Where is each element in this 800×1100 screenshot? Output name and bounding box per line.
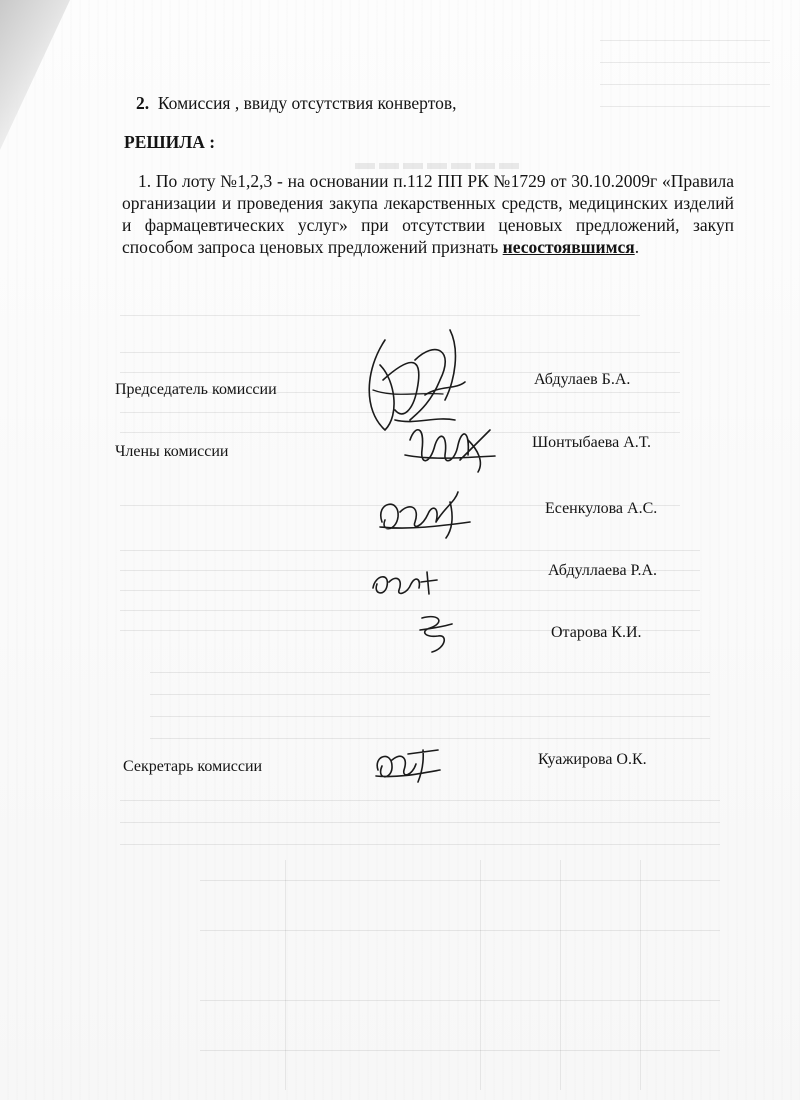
decision-paragraph (122, 170, 734, 258)
decision-emphasis: несостоявшимся (502, 237, 635, 257)
item-2-text: Комиссия , ввиду отсутствия конвертов, (157, 93, 457, 113)
decision-heading: РЕШИЛА : (124, 132, 216, 152)
show-through-line (285, 860, 286, 1090)
show-through-line (200, 1050, 720, 1051)
show-through-line (120, 822, 720, 823)
show-through-line (120, 800, 720, 801)
decision-text-end: . (634, 237, 640, 257)
show-through-line (200, 1000, 720, 1001)
show-through-line (120, 550, 700, 551)
signatory-name: Шонтыбаева А.Т. (532, 434, 651, 451)
signatory-name: Куажирова О.К. (538, 751, 647, 768)
show-through-line (200, 880, 720, 881)
signatory-name: Есенкулова А.С. (545, 500, 658, 517)
show-through-line (480, 860, 481, 1090)
item-2 (136, 92, 457, 114)
member-signature-1 (400, 410, 500, 480)
signatory-name: Абдуллаева Р.А. (548, 562, 657, 579)
member-signature-3 (365, 560, 445, 605)
decision-number: 1. (138, 171, 152, 191)
decision-text: По лоту №1,2,3 - на основании п.112 ПП РК №1729 от 30.10.2009г «Правила организации и проведения закупа лекарственных средств, медицинских изделий и фармацевтических услуг» при отсутствии ценовых предложений, закуп способом запроса ценовых предложений признать (122, 171, 735, 257)
members-role: Члены комиссии (115, 443, 229, 460)
show-through-heading: ▬▬▬▬▬▬▬ (355, 152, 523, 174)
show-through-line (150, 738, 710, 739)
secretary-signature (368, 740, 448, 790)
show-through-line (640, 860, 641, 1090)
show-through-line (120, 315, 640, 316)
show-through-line (600, 40, 770, 41)
show-through-line (600, 106, 770, 107)
signatory-name: Отарова К.И. (551, 624, 642, 641)
member-signature-4 (410, 608, 460, 658)
signatory-name: Абдулаев Б.А. (534, 371, 631, 388)
show-through-line (150, 716, 710, 717)
item-2-number: 2. (136, 93, 150, 113)
show-through-line (600, 62, 770, 63)
show-through-line (600, 84, 770, 85)
show-through-line (200, 930, 720, 931)
secretary-role: Секретарь комиссии (123, 758, 263, 775)
folded-corner (0, 0, 70, 150)
show-through-line (150, 694, 710, 695)
show-through-line (560, 860, 561, 1090)
show-through-line (150, 672, 710, 673)
member-signature-2 (370, 482, 480, 542)
show-through-line (120, 844, 720, 845)
chair-role: Председатель комиссии (115, 381, 277, 398)
